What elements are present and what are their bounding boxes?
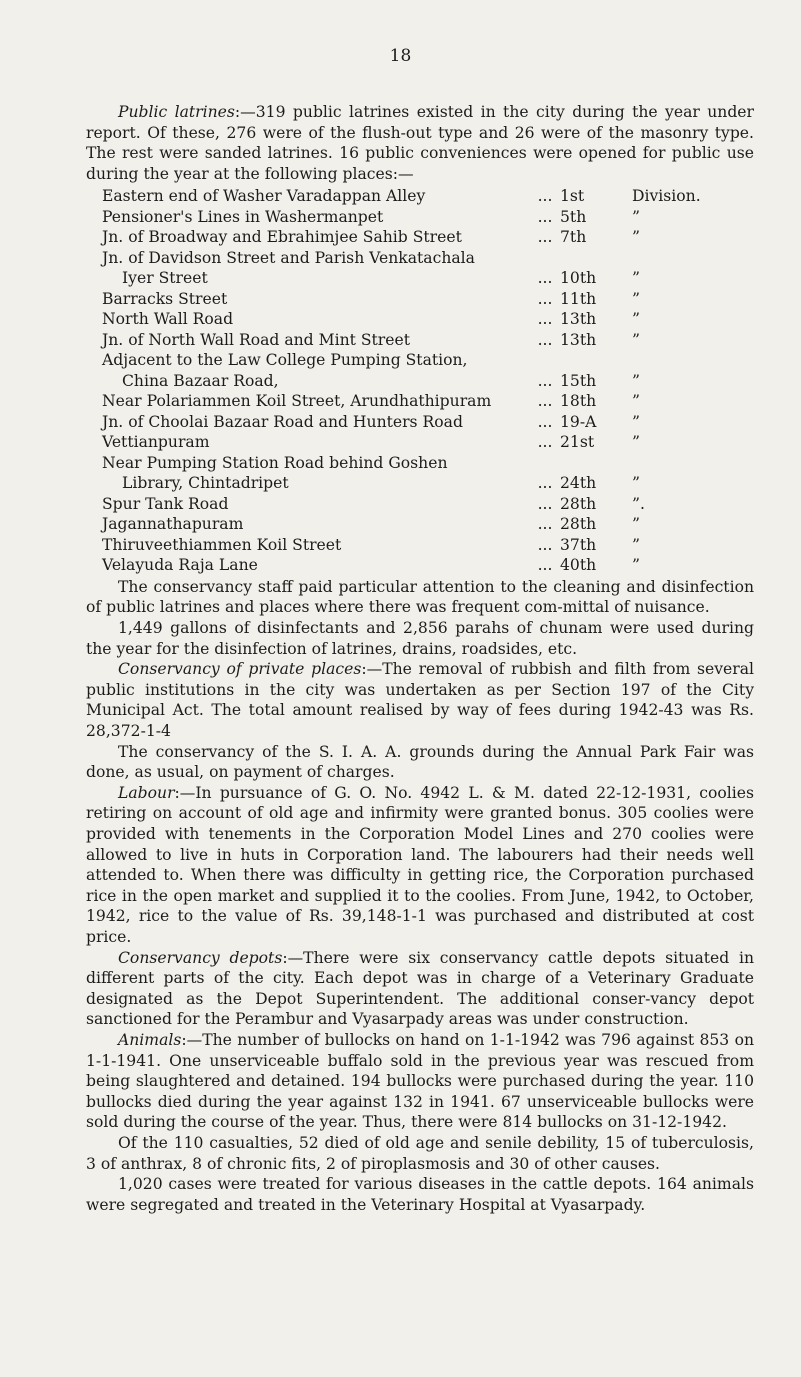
division-number (560, 453, 616, 474)
division-number: 24th (560, 474, 597, 493)
division-ditto: ” (632, 535, 640, 554)
division-ditto: ” (632, 556, 640, 575)
place-row (86, 186, 754, 207)
leader-dots: ... (537, 392, 553, 411)
place-row (86, 371, 754, 392)
place-row (86, 309, 754, 330)
division-ditto: ” (632, 207, 640, 226)
paragraph (86, 1174, 754, 1215)
division-number: 11th (560, 289, 597, 308)
division-number: 15th (560, 371, 597, 390)
paragraph-text: :—There were six conservancy cattle depots situated in different parts of the city. Each depot was in charge of a Veterinary Graduate designated as the Depot Superintendent. The additional conser-vancy depot sanctioned for the Perambur and Vyasarpady areas was under construction. (86, 948, 754, 1029)
division-number: 40th (560, 556, 597, 575)
place-name: Iyer Street (122, 269, 208, 288)
place-name: Vettianpuram (102, 433, 210, 452)
place-name: Jn. of Davidson Street and Parish Venkatachala (102, 248, 475, 267)
paragraph (86, 783, 754, 948)
division-number: 28th (560, 494, 597, 513)
paragraph-text: :—The number of bullocks on hand on 1-1-1942 was 796 against 853 on 1-1-1941. One unserviceable buffalo sold in the previous year was rescued from being slaughtered and detained. 194 bullocks were purchased during the year. 110 bullocks died during the year against 132 in 1941. 67 unserviceable bullocks were sold during the course of the year. Thus, there were 814 bullocks on 31-12-1942. (86, 1030, 754, 1132)
division-number: 18th (560, 392, 597, 411)
division-number: 1st (560, 187, 585, 206)
place-row (86, 535, 754, 556)
section-heading: Conservancy of private places (118, 660, 362, 679)
leader-dots: ... (537, 310, 553, 329)
leader-dots: ... (537, 412, 553, 431)
paragraph-text: The conservancy staff paid particular attention to the cleaning and disinfection of public latrines and places where there was frequent com-mittal of nuisance. (86, 577, 754, 617)
leader-dots: ... (537, 228, 553, 247)
division-ditto (616, 350, 736, 371)
section-heading: Animals (118, 1030, 182, 1049)
division-ditto: ” (632, 371, 640, 390)
paragraph (86, 948, 754, 1030)
division-number: 5th (560, 207, 587, 226)
paragraph-text: The conservancy of the S. I. A. A. grounds during the Annual Park Fair was done, as usual, on payment of charges. (86, 742, 754, 782)
place-row (86, 391, 754, 412)
division-number: 37th (560, 535, 597, 554)
place-name: Jn. of Broadway and Ebrahimjee Sahib Street (102, 228, 462, 247)
place-row (86, 289, 754, 310)
place-row (86, 412, 754, 433)
paragraph (86, 1133, 754, 1174)
places-list (86, 186, 754, 576)
division-ditto: ” (632, 289, 640, 308)
division-number: 13th (560, 330, 597, 349)
page-number: 18 (389, 46, 412, 66)
place-name: North Wall Road (102, 310, 234, 329)
section-heading: Public latrines (118, 103, 235, 121)
paragraph-text: 1,020 cases were treated for various diseases in the cattle depots. 164 animals were segregated and treated in the Veterinary Hospital at Vyasarpady. (86, 1175, 754, 1214)
division-ditto: Division. (632, 187, 701, 206)
paragraph-text: :—319 public latrines existed in the city during the year under report. Of these, 276 were of the flush-out type and 26 were of the masonry type. The rest were sanded latrines. 16 public conveniences were opened for public use during the year at the following places:— (86, 103, 754, 183)
place-row (86, 207, 754, 228)
leader-dots: ... (537, 515, 553, 534)
division-number: 28th (560, 515, 597, 534)
division-ditto: ” (632, 228, 640, 247)
division-ditto: ” (632, 433, 640, 452)
leader-dots: ... (537, 269, 553, 288)
leader-dots: ... (537, 207, 553, 226)
leader-dots: ... (537, 433, 553, 452)
place-name: Thiruveethiammen Koil Street (102, 535, 342, 554)
division-ditto: ” (632, 330, 640, 349)
place-name: China Bazaar Road, (122, 371, 279, 390)
place-row (86, 330, 754, 351)
paragraph-text: :—In pursuance of G. O. No. 4942 L. & M. dated 22-12-1931, coolies retiring on account of old age and infirmity were granted bonus. 305 coolies were provided with tenements in the Corporation Model Lines and 270 coolies were allowed to live in huts in Corporation land. The labourers had their needs well attended to. When there was difficulty in getting rice, the Corporation purchased rice in the open market and supplied it to the coolies. From June, 1942, to October, 1942, rice to the value of Rs. 39,148-1-1 was purchased and distributed at cost price. (86, 783, 754, 946)
place-name: Pensioner's Lines in Washermanpet (102, 207, 384, 226)
division-ditto: ” (632, 392, 640, 411)
place-name: Adjacent to the Law College Pumping Station, (102, 351, 468, 370)
division-ditto (616, 248, 736, 269)
paragraph (86, 742, 754, 783)
place-name: Jn. of Choolai Bazaar Road and Hunters Road (102, 412, 463, 431)
division-ditto (616, 453, 736, 474)
paragraph (86, 1030, 754, 1133)
leader-dots: ... (537, 474, 553, 493)
body-paragraphs (86, 577, 754, 1215)
place-name: Jn. of North Wall Road and Mint Street (102, 330, 410, 349)
leader-dots: ... (537, 330, 553, 349)
place-row (86, 494, 754, 515)
paragraph (86, 618, 754, 659)
leader-dots (530, 248, 560, 269)
place-row (86, 555, 754, 576)
division-number: 10th (560, 269, 597, 288)
paragraph (86, 659, 754, 741)
place-row (86, 350, 754, 371)
place-row (86, 268, 754, 289)
place-name: Near Pumping Station Road behind Goshen (102, 453, 448, 472)
leader-dots: ... (537, 535, 553, 554)
division-ditto: ” (632, 269, 640, 288)
section-heading: Conservancy depots (118, 948, 283, 967)
paragraph-text: Of the 110 casualties, 52 died of old age and senile debility, 15 of tuberculosis, 3 of anthrax, 8 of chronic fits, 2 of piroplasmosis and 30 of other causes. (86, 1133, 754, 1173)
leader-dots: ... (537, 289, 553, 308)
leader-dots: ... (537, 556, 553, 575)
leader-dots: ... (537, 187, 553, 206)
division-number: 21st (560, 433, 595, 452)
place-row (86, 453, 754, 474)
place-name: Jagannathapuram (102, 515, 244, 534)
place-name: Eastern end of Washer Varadappan Alley (102, 187, 426, 206)
place-row (86, 248, 754, 269)
leader-dots (530, 350, 560, 371)
place-name: Near Polariammen Koil Street, Arundhathipuram (102, 392, 492, 411)
division-number (560, 248, 616, 269)
leader-dots (530, 453, 560, 474)
division-number: 19-A (560, 412, 597, 431)
leader-dots: ... (537, 371, 553, 390)
paragraph-text: 1,449 gallons of disinfectants and 2,856 parahs of chunam were used during the year for the disinfection of latrines, drains, roadsides, etc. (86, 619, 754, 658)
page-body (86, 102, 754, 1215)
division-ditto: ”. (632, 494, 645, 513)
division-ditto: ” (632, 474, 640, 493)
place-name: Spur Tank Road (102, 494, 229, 513)
place-name: Barracks Street (102, 289, 228, 308)
paragraph-text: :—The removal of rubbish and filth from several public institutions in the city was undertaken as per Section 197 of the City Municipal Act. The total amount realised by way of fees during 1942-43 was Rs. 28,372-1-4 (86, 660, 754, 741)
place-name: Library, Chintadripet (122, 474, 289, 493)
division-number: 7th (560, 228, 587, 247)
division-number (560, 350, 616, 371)
division-number: 13th (560, 310, 597, 329)
place-row (86, 432, 754, 453)
place-row (86, 227, 754, 248)
place-row (86, 473, 754, 494)
division-ditto: ” (632, 515, 640, 534)
place-row (86, 514, 754, 535)
leader-dots: ... (537, 494, 553, 513)
section-heading: Labour (118, 783, 175, 802)
paragraph (86, 577, 754, 618)
place-name: Velayuda Raja Lane (102, 556, 258, 575)
intro-paragraph (86, 102, 754, 184)
division-ditto: ” (632, 412, 640, 431)
division-ditto: ” (632, 310, 640, 329)
